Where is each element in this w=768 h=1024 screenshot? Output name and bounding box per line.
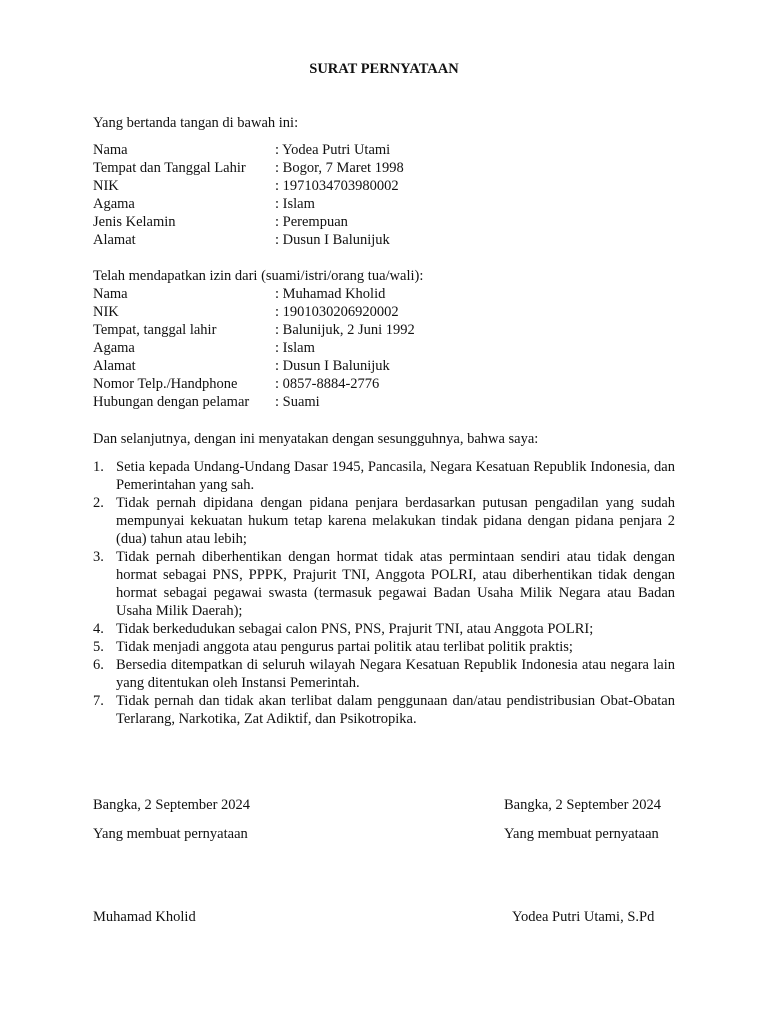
statement-number: 3. [93,549,104,565]
left-signer-role: Yang membuat pernyataan [93,826,248,842]
statement-text: Tidak pernah diberhentikan dengan hormat tidak atas permintaan sendiri atau tidak dengan hormat sebagai PNS, PPPK, Prajurit TNI, Anggota POLRI, atau diberhentikan tidak dengan hormat sebagai pegawai swasta (termasuk pegawai Badan Usaha Milik Negara atau Badan Usaha Milik Daerah); [116,549,675,619]
statement-text: Tidak menjadi anggota atau pengurus partai politik atau terlibat politik praktis; [116,639,573,655]
detail-label: NIK [93,304,119,320]
statement-item [93,548,675,620]
document-title: SURAT PERNYATAAN [309,61,459,77]
right-signer-role: Yang membuat pernyataan [504,826,659,842]
detail-row [93,321,683,339]
detail-row [93,285,683,303]
detail-value: : Dusun I Balunijuk [275,358,390,374]
detail-row [93,141,683,159]
detail-value: : 0857-8884-2776 [275,376,380,392]
detail-value: : Dusun I Balunijuk [275,232,390,248]
detail-row [93,393,683,411]
statement-number: 1. [93,459,104,475]
statement-item [93,656,675,692]
left-signer-name: Muhamad Kholid [93,909,196,925]
detail-row [93,303,683,321]
detail-label: Tempat, tanggal lahir [93,322,217,338]
detail-row [93,231,683,249]
detail-value: : Yodea Putri Utami [275,142,391,158]
statement-item [93,458,675,494]
detail-row [93,357,683,375]
applicant-details [93,141,683,249]
detail-value: : Bogor, 7 Maret 1998 [275,160,404,176]
statement-list [93,458,675,728]
statement-item [93,692,675,728]
detail-row [93,339,683,357]
detail-label: Alamat [93,358,136,374]
statement-number: 4. [93,621,104,637]
detail-label: Nama [93,286,128,302]
guardian-details [93,285,683,411]
detail-label: Tempat dan Tanggal Lahir [93,160,246,176]
detail-value: : Islam [275,196,315,212]
statement-number: 5. [93,639,104,655]
detail-label: Hubungan dengan pelamar [93,394,250,410]
statement-text: Bersedia ditempatkan di seluruh wilayah Negara Kesatuan Republik Indonesia atau negara lain yang ditentukan oleh Instansi Pemerintah. [116,657,675,691]
detail-value: : Balunijuk, 2 Juni 1992 [275,322,415,338]
statement-text: Setia kepada Undang-Undang Dasar 1945, Pancasila, Negara Kesatuan Republik Indonesia, dan Pemerintahan yang sah. [116,459,675,493]
detail-label: Alamat [93,232,136,248]
statement-number: 7. [93,693,104,709]
detail-label: Agama [93,340,135,356]
detail-label: Nama [93,142,128,158]
detail-row [93,213,683,231]
detail-row [93,177,683,195]
detail-value: : Perempuan [275,214,348,230]
statement-item [93,620,675,638]
statement-text: Tidak pernah dan tidak akan terlibat dalam penggunaan dan/atau pendistribusian Obat-Obatan Terlarang, Narkotika, Zat Adiktif, dan Psikotropika. [116,693,675,727]
statement-text: Tidak berkedudukan sebagai calon PNS, PNS, Prajurit TNI, atau Anggota POLRI; [116,621,594,637]
statement-number: 6. [93,657,104,673]
detail-label: Nomor Telp./Handphone [93,376,238,392]
intro-text: Yang bertanda tangan di bawah ini: [93,115,299,131]
left-place-date: Bangka, 2 September 2024 [93,797,251,813]
detail-value: : Suami [275,394,320,410]
detail-row [93,375,683,393]
declaration-text: Dan selanjutnya, dengan ini menyatakan dengan sesungguhnya, bahwa saya: [93,431,539,447]
right-place-date: Bangka, 2 September 2024 [504,797,662,813]
statement-number: 2. [93,495,104,511]
statement-item [93,494,675,548]
statement-text: Tidak pernah dipidana dengan pidana penjara berdasarkan putusan pengadilan yang sudah mempunyai kekuatan hukum tetap karena melakukan tindak pidana dengan pidana penjara 2 (dua) tahun atau lebih; [116,495,675,547]
detail-label: NIK [93,178,119,194]
detail-row [93,159,683,177]
statement-item [93,638,675,656]
detail-value: : Muhamad Kholid [275,286,386,302]
detail-value: : 1901030206920002 [275,304,399,320]
detail-label: Agama [93,196,135,212]
detail-value: : 1971034703980002 [275,178,399,194]
detail-row [93,195,683,213]
permission-heading: Telah mendapatkan izin dari (suami/istri/orang tua/wali): [93,268,424,284]
detail-value: : Islam [275,340,315,356]
detail-label: Jenis Kelamin [93,214,176,230]
right-signer-name: Yodea Putri Utami, S.Pd [512,909,655,925]
